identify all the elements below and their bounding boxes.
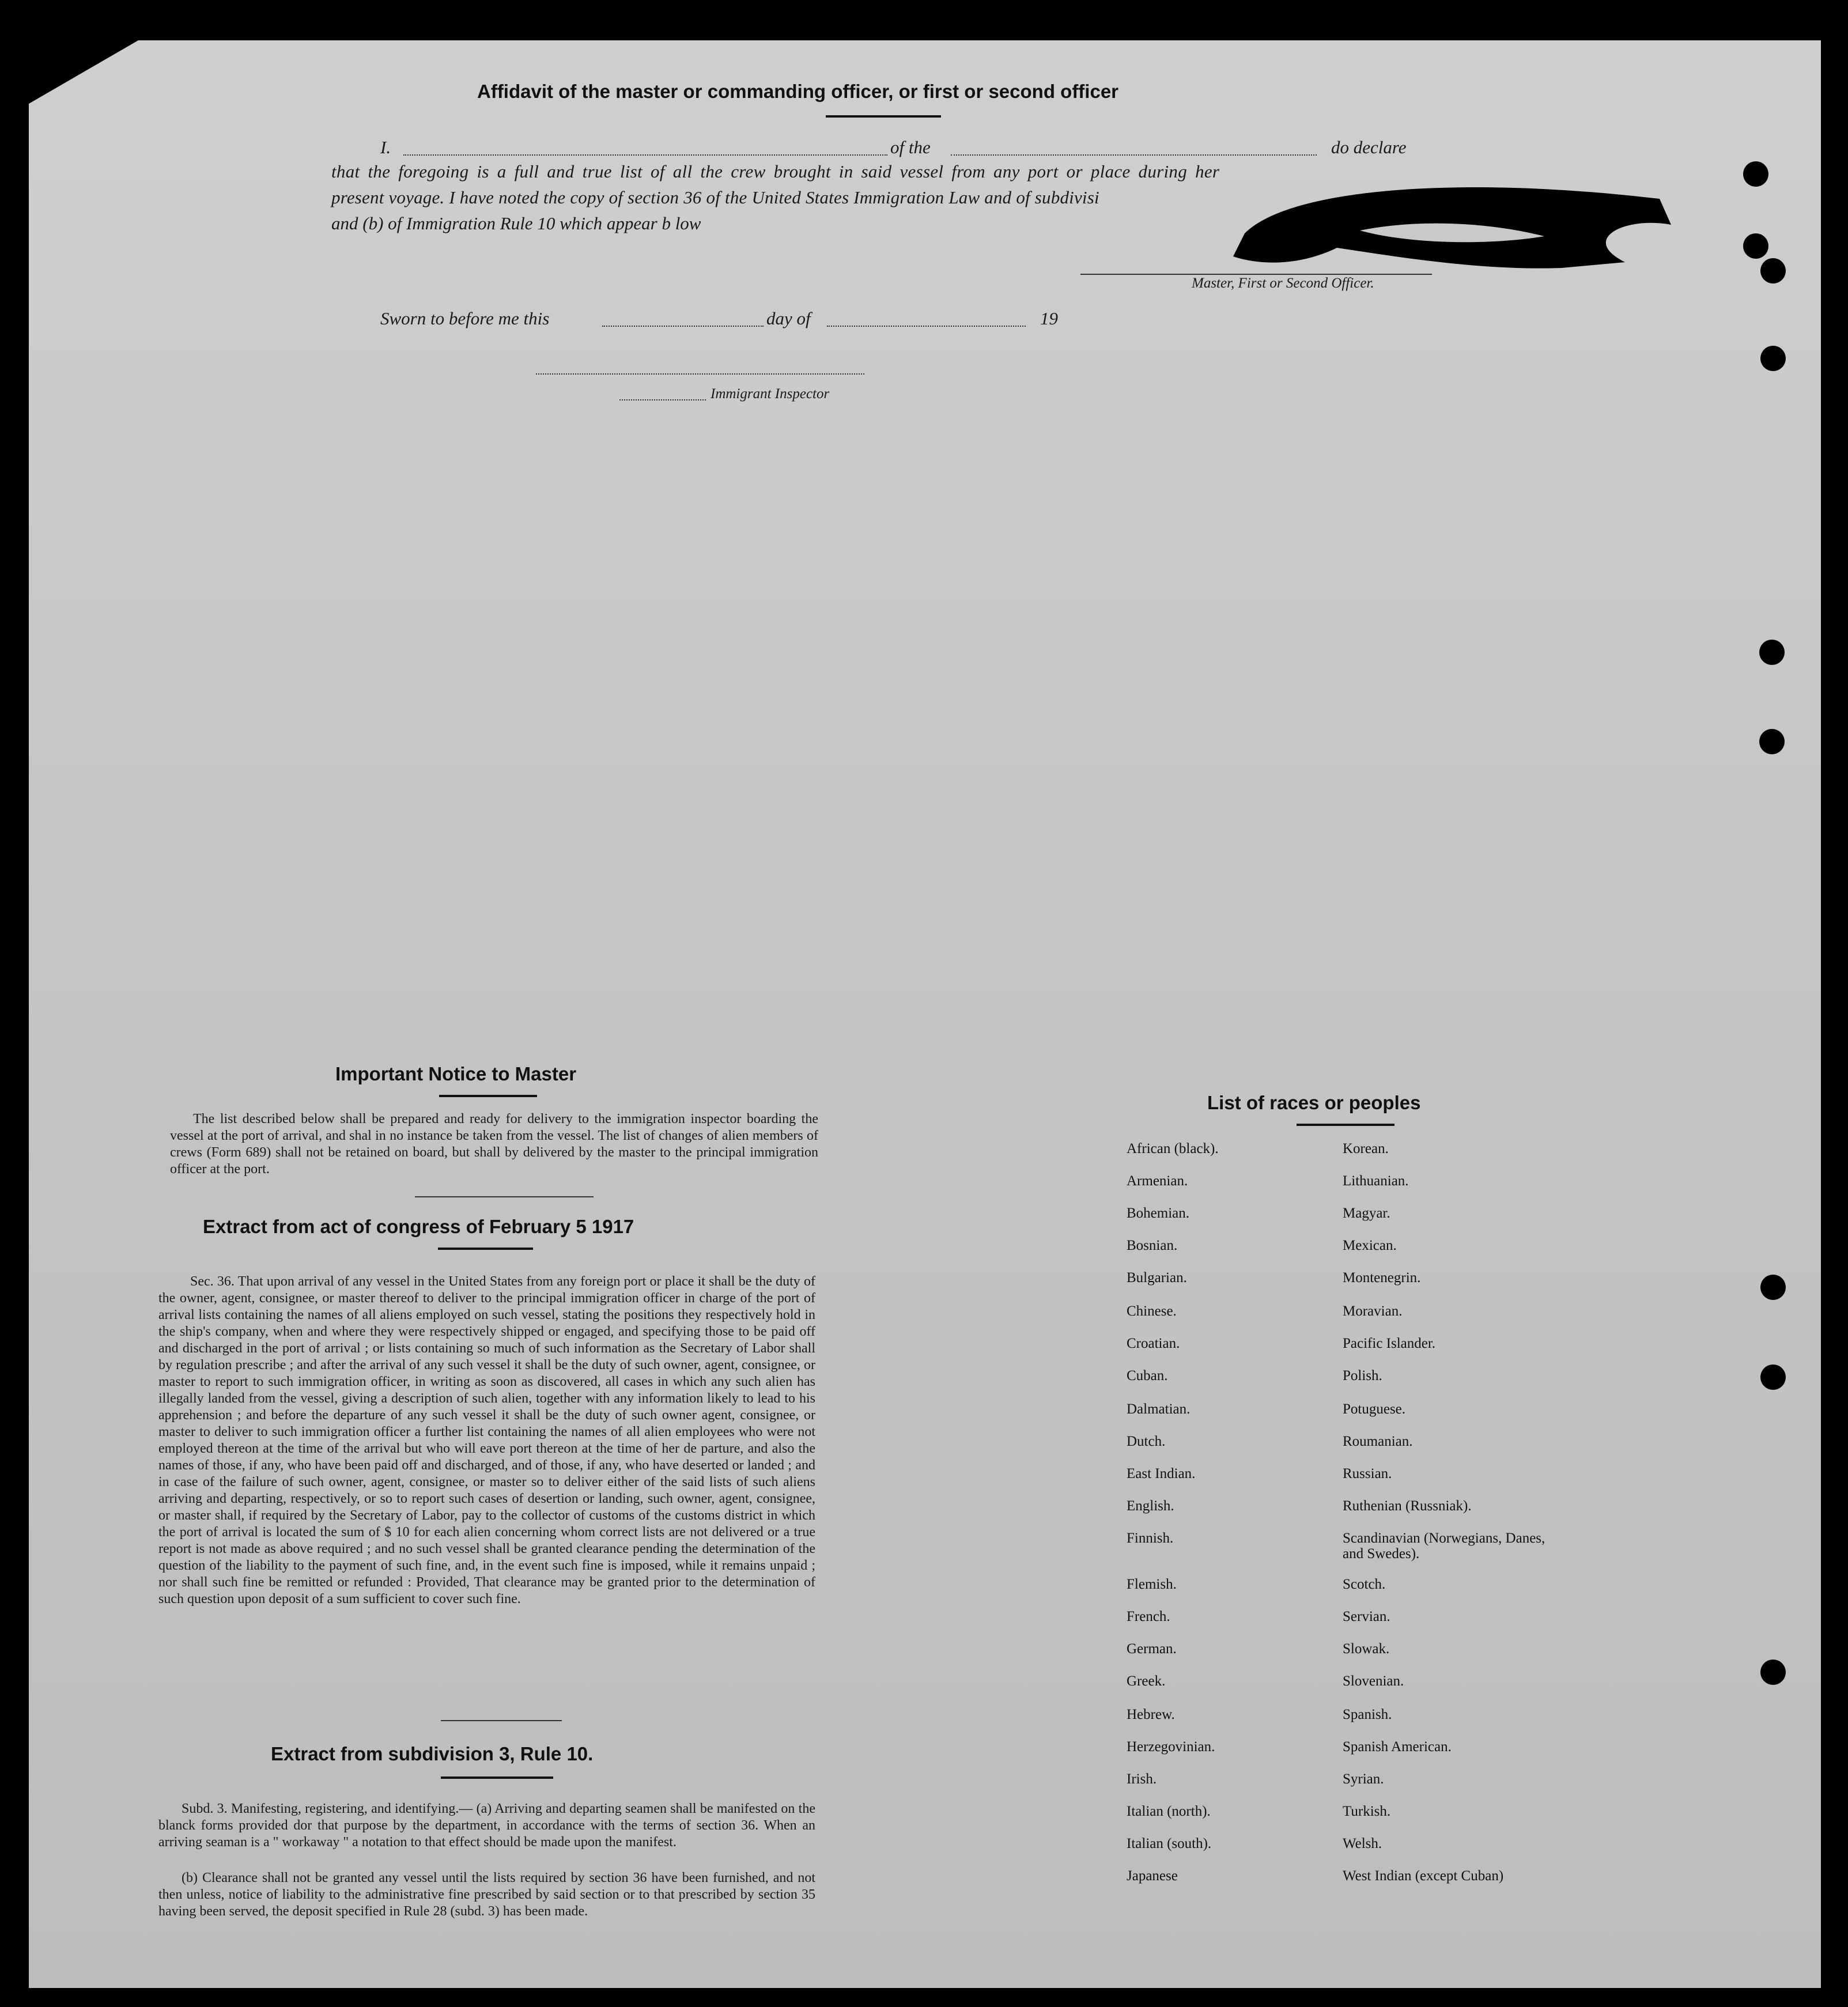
punch-hole [1760, 258, 1786, 284]
race-item: Bulgarian. [1127, 1270, 1187, 1286]
punch-hole [1760, 1365, 1786, 1390]
race-item: Flemish. [1127, 1577, 1177, 1592]
punch-hole [1759, 729, 1785, 754]
race-item: Montenegrin. [1343, 1270, 1421, 1286]
punch-hole [1760, 1275, 1786, 1300]
act-title: Extract from act of congress of February 5 1917 [203, 1216, 634, 1237]
act-title-rule [438, 1248, 533, 1250]
sworn-prefix: Sworn to before me this [380, 308, 550, 328]
notice-text: The list described below shall be prepared and ready for delivery to the immigration inspector boarding the vessel at the port of arrival, and shal in no instance be taken from the vessel. The list of changes of alien members of crews (Form 689) shall not be retained on board, but shall by delivered by the master to the principal immigration officer at the port. [170, 1112, 818, 1177]
affidavit-i: I. [380, 137, 391, 157]
rule-title: Extract from subdivision 3, Rule 10. [271, 1743, 594, 1764]
race-item: Turkish. [1343, 1804, 1391, 1819]
races-title: List of races or peoples [1207, 1092, 1421, 1113]
race-item: Moravian. [1343, 1303, 1403, 1319]
race-item: Pacific Islander. [1343, 1336, 1436, 1351]
inspector-label: Immigrant Inspector [711, 386, 830, 402]
race-item: Croatian. [1127, 1336, 1180, 1351]
race-item: Polish. [1343, 1368, 1382, 1384]
act-text: Sec. 36. That upon arrival of any vessel in the United States from any foreign port or place it shall be the duty of the owner, agent, consignee, or master thereof to deliver to the principal immigration officer in charge of the port of arrival lists containing the names of all aliens employed on such vessel, stating the positions they respectively hold in the ship's company, when and where they were respectively shipped or engaged, and specifying those to be paid off and discharged in the port of arrival ; or lists containing so much of such information as the Secretary of Labor shall by regulation prescribe ; and after the arrival of any such vessel it shall be the duty of such owner, agent, consignee, or master to report to such immigration officer, in writing as soon as discovered, all cases in which any such alien has illegally landed from the vessel, giving a description of such alien, together with any information likely to lead to his apprehension ; and before the departure of any such vessel it shall be the duty of such owner agent, consignee, or master to deliver to such immigration officer a further list containing the names of all alien employees who were not employed thereon at the time of the arrival but who will eave port thereon at the time of her de parture, and also the names of those, if any, who have been paid off and discharged, and of those, if any, who have deserted or landed ; and in case of the failure of such owner, agent, consignee, or master so to deliver either of the said lists of such aliens arriving and departing, respectively, or so to report such cases of desertion or landing, such owner, agent, consignee, or master shall, if required by the Secretary of Labor, pay to the collector of customs of the customs district in which the port of arrival is located the sum of $ 10 for each alien concerning whom correct lists are not delivered or a true report is not made as above required ; and no such vessel shall be granted clearance pending the determination of the question of the liability to the payment of such fine, and, in the event such fine is imposed, while it remains unpaid ; nor shall such fine be remitted or refunded : Provided, That clearance may be granted prior to the determination of such question upon deposit of a sum sufficient to cover such fine. [158, 1274, 815, 1607]
race-item: Potuguese. [1343, 1401, 1406, 1417]
race-item: French. [1127, 1609, 1170, 1624]
signature-label: Master, First or Second Officer. [1192, 275, 1374, 291]
affidavit-declare: do declare [1331, 137, 1407, 157]
race-item: Italian (north). [1127, 1804, 1211, 1819]
race-item: Herzegovinian. [1127, 1739, 1215, 1755]
affidavit-line-2: that the foregoing is a full and true list of all the crew brought in said vessel from any port or place during her [331, 161, 1220, 182]
document-page [29, 40, 1821, 1988]
affidavit-title-rule [826, 115, 941, 118]
inspector-signature-field-2 [619, 399, 706, 400]
name-field[interactable] [403, 154, 887, 156]
vessel-field[interactable] [951, 154, 1317, 156]
race-item: Mexican. [1343, 1238, 1397, 1253]
race-item: Finnish. [1127, 1530, 1174, 1546]
punch-hole [1743, 233, 1768, 259]
affidavit-of-the: of the [890, 137, 931, 157]
signature-redaction [1222, 170, 1683, 279]
race-item: Bosnian. [1127, 1238, 1178, 1253]
sworn-day-of: day of [766, 308, 811, 328]
race-item: Greek. [1127, 1673, 1166, 1689]
affidavit-title: Affidavit of the master or commanding officer, or first or second officer [477, 81, 1119, 102]
act-divider [441, 1720, 562, 1721]
punch-hole [1759, 640, 1785, 665]
race-item: Italian (south). [1127, 1836, 1212, 1851]
race-item: Hebrew. [1127, 1707, 1175, 1722]
race-item: Japanese [1127, 1868, 1178, 1884]
rule-text-a: Subd. 3. Manifesting, registering, and identifying.— (a) Arriving and departing seamen shall be manifested on the blanck forms provided dor that purpose by the department, in accordance with the terms of section 36. When an arriving seaman is a " workaway " a notation to that effect should be made upon the manifest. [158, 1801, 815, 1850]
race-item: Chinese. [1127, 1303, 1177, 1319]
race-item: Spanish American. [1343, 1739, 1452, 1755]
race-item: Cuban. [1127, 1368, 1168, 1384]
race-item: Russian. [1343, 1466, 1392, 1481]
race-item: Bohemian. [1127, 1205, 1190, 1221]
race-item: Dutch. [1127, 1434, 1166, 1449]
race-item: Dalmatian. [1127, 1401, 1191, 1417]
race-item: Roumanian. [1343, 1434, 1413, 1449]
notice-title: Important Notice to Master [335, 1063, 577, 1084]
race-item: Armenian. [1127, 1173, 1188, 1189]
affidavit-line-4: and (b) of Immigration Rule 10 which appear b low [331, 213, 701, 233]
notice-title-rule [439, 1095, 537, 1097]
race-item: Welsh. [1343, 1836, 1382, 1851]
rule-title-rule [441, 1777, 553, 1779]
race-item: Servian. [1343, 1609, 1390, 1624]
rule-text-b: (b) Clearance shall not be granted any vessel until the lists required by section 36 have been furnished, and not then unless, notice of liability to the administrative fine prescribed by said section or to that prescribed by section 35 having been served, the deposit specified in Rule 28 (subd. 3) has been made. [158, 1870, 815, 1919]
torn-corner [29, 40, 138, 104]
races-title-rule [1297, 1124, 1394, 1126]
race-item: West Indian (except Cuban) [1343, 1868, 1504, 1884]
race-item: Korean. [1343, 1141, 1389, 1156]
race-item: Ruthenian (Russniak). [1343, 1498, 1472, 1514]
inspector-signature-field[interactable] [536, 373, 864, 375]
race-item: Spanish. [1343, 1707, 1392, 1722]
race-item: Irish. [1127, 1771, 1157, 1787]
punch-hole [1760, 1660, 1786, 1685]
race-item: Syrian. [1343, 1771, 1384, 1787]
sworn-day-field[interactable] [602, 326, 764, 327]
sworn-year: 19 [1040, 308, 1058, 328]
race-item: Scandinavian (Norwegians, Danes, and Swedes). [1343, 1530, 1545, 1562]
affidavit-line-3: present voyage. I have noted the copy of section 36 of the United States Immigration Law and of subdivisi [331, 187, 1099, 207]
race-item: German. [1127, 1641, 1177, 1657]
notice-divider [415, 1196, 594, 1197]
race-item: Lithuanian. [1343, 1173, 1409, 1189]
race-item: Slovenian. [1343, 1673, 1404, 1689]
race-item: Scotch. [1343, 1577, 1386, 1592]
race-item: Slowak. [1343, 1641, 1390, 1657]
signature-line[interactable] [1080, 274, 1432, 275]
race-item: English. [1127, 1498, 1174, 1514]
race-item: Magyar. [1343, 1205, 1390, 1221]
race-item: East Indian. [1127, 1466, 1196, 1481]
punch-hole [1760, 346, 1786, 371]
race-item: African (black). [1127, 1141, 1219, 1156]
punch-hole [1743, 161, 1768, 187]
sworn-month-field[interactable] [827, 326, 1026, 327]
